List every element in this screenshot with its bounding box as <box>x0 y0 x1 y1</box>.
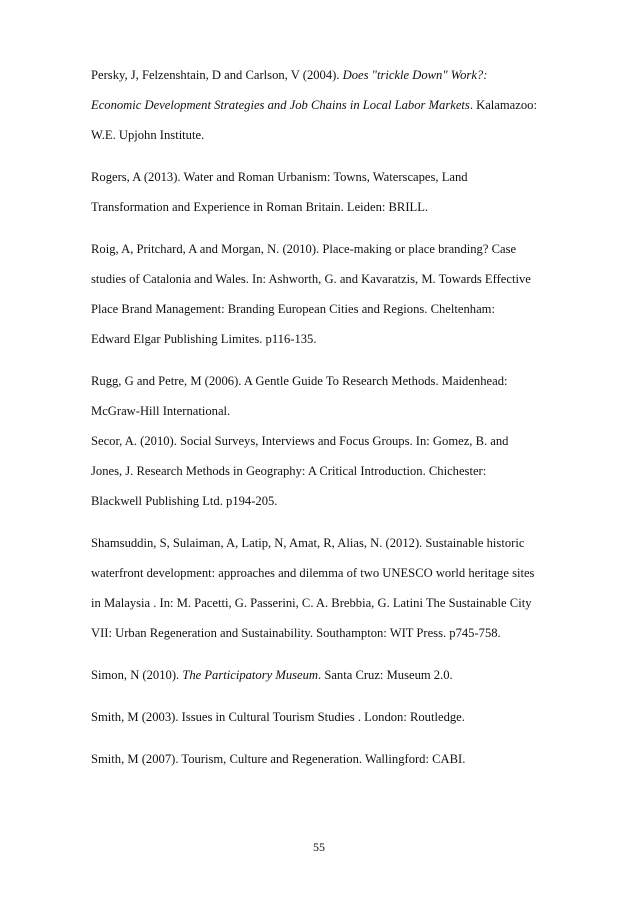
reference-text: Rugg, G and Petre, M (2006). A Gentle Guide To Research Methods. Maidenhead: <box>91 374 508 388</box>
reference-line <box>91 564 561 594</box>
reference-entry <box>91 432 561 522</box>
reference-entry <box>91 534 561 654</box>
reference-text: waterfront development: approaches and dilemma of two UNESCO world heritage sites <box>91 566 535 580</box>
reference-line <box>91 198 561 228</box>
reference-line <box>91 168 561 198</box>
reference-text: Smith, M (2007). Tourism, Culture and Regeneration. Wallingford: CABI. <box>91 752 466 766</box>
reference-text: Blackwell Publishing Ltd. p194-205. <box>91 494 278 508</box>
reference-text: Secor, A. (2010). Social Surveys, Interviews and Focus Groups. In: Gomez, B. and <box>91 434 509 448</box>
reference-text: in Malaysia . In: M. Pacetti, G. Passerini, C. A. Brebbia, G. Latini The Sustainable City <box>91 596 532 610</box>
reference-entry <box>91 372 561 432</box>
reference-line <box>91 708 561 738</box>
reference-line <box>91 492 561 522</box>
reference-line <box>91 594 561 624</box>
reference-line <box>91 96 561 126</box>
reference-entry <box>91 168 561 228</box>
reference-line <box>91 372 561 402</box>
reference-line <box>91 462 561 492</box>
italic-title-text: The Participatory Museum <box>182 668 319 682</box>
reference-entry <box>91 240 561 360</box>
reference-text: Edward Elgar Publishing Limites. p116-135. <box>91 332 317 346</box>
reference-line <box>91 240 561 270</box>
reference-entry <box>91 708 561 738</box>
reference-entry <box>91 750 561 780</box>
reference-text: Smith, M (2003). Issues in Cultural Tourism Studies . London: Routledge. <box>91 710 465 724</box>
reference-text: studies of Catalonia and Wales. In: Ashworth, G. and Kavaratzis, M. Towards Effective <box>91 272 531 286</box>
reference-line <box>91 432 561 462</box>
reference-line <box>91 66 561 96</box>
reference-text: Simon, N (2010). <box>91 668 183 682</box>
italic-title-text: Economic Development Strategies and Job Chains in Local Labor Markets <box>91 98 470 112</box>
reference-line <box>91 300 561 330</box>
reference-line <box>91 666 561 696</box>
reference-line <box>91 534 561 564</box>
page-number: 55 <box>313 840 325 854</box>
reference-line <box>91 126 561 156</box>
reference-text: W.E. Upjohn Institute. <box>91 128 205 142</box>
reference-text: Roig, A, Pritchard, A and Morgan, N. (2010). Place-making or place branding? Case <box>91 242 517 256</box>
reference-line <box>91 270 561 300</box>
italic-title-text: Does "trickle Down" Work?: <box>342 68 488 82</box>
reference-entry <box>91 66 561 156</box>
reference-line <box>91 750 561 780</box>
reference-text: McGraw-Hill International. <box>91 404 231 418</box>
reference-entry <box>91 666 561 696</box>
reference-line <box>91 624 561 654</box>
reference-text: Transformation and Experience in Roman Britain. Leiden: BRILL. <box>91 200 429 214</box>
reference-line <box>91 402 561 432</box>
reference-text: . Kalamazoo: <box>469 98 537 112</box>
reference-text: Persky, J, Felzenshtain, D and Carlson, V (2004). <box>91 68 343 82</box>
reference-list <box>91 66 561 780</box>
reference-text: . Santa Cruz: Museum 2.0. <box>318 668 453 682</box>
reference-text: VII: Urban Regeneration and Sustainability. Southampton: WIT Press. p745-758. <box>91 626 501 640</box>
reference-text: Jones, J. Research Methods in Geography: A Critical Introduction. Chichester: <box>91 464 487 478</box>
reference-line <box>91 330 561 360</box>
reference-text: Shamsuddin, S, Sulaiman, A, Latip, N, Amat, R, Alias, N. (2012). Sustainable historic <box>91 536 525 550</box>
reference-text: Place Brand Management: Branding European Cities and Regions. Cheltenham: <box>91 302 495 316</box>
reference-text: Rogers, A (2013). Water and Roman Urbanism: Towns, Waterscapes, Land <box>91 170 468 184</box>
